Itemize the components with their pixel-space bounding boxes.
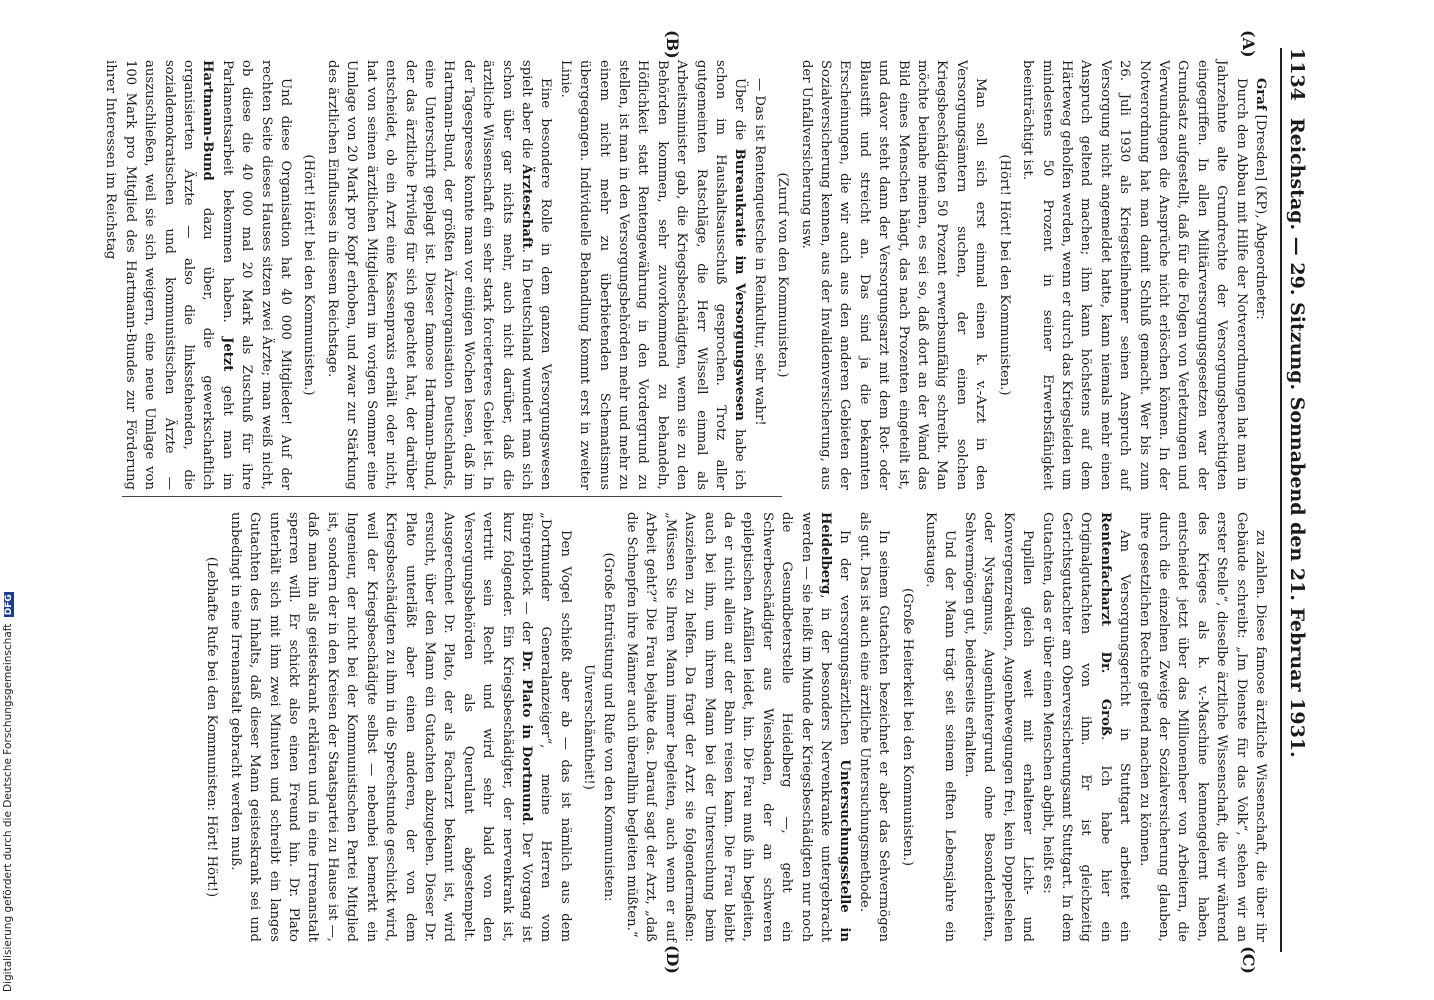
right-paragraph: Pupillen gleich weit mit erhaltener Licht- und Konvergenzreaktion, Augenbewegungen frei, kein Doppelsehen oder Nystagmus, Augenhintergrund ohne Besonderheiten, Sehvermögen gut, beiderseits erhalten. [961,512,1036,942]
right-paragraph: In der versorgungsärztlichen Untersuchungsstelle in Heidelberg, in der besonders Nervenkranke untergebracht werden — sie heißt im Munde der Kriegsbeschädigten nur noch die Gesundbeterstelle Heidelberg —, geht ein Schwerbeschädigter aus Wiesbaden, der an schweren epileptischen Anfällen leidet, hin. Die Frau muß ihn begleiten, da er nicht allein auf der Bahn reisen kann. Die Frau bleibt auch bei ihm, um ihrem Mann bei der Untersuchung beim Ausziehen zu helfen. Da fragt der Arzt sie folgendermaßen: „Müssen Sie Ihren Mann immer begleiten, auch wenn er auf Arbeit geht?“ Die Frau bejahte das. Darauf sagt der Arzt, „daß die Schnepfen ihre Männer auch überallhin begleiten müßten.“ [624,512,853,942]
footer-strip [0,0,14,1000]
margin-marker-a: (A) [1239,30,1258,58]
funding-text: Digitalisierung gefördert durch die Deutsche Forschungsgemeinschaft [2,623,14,992]
right-interjection: (Lebhafte Rufe bei den Kommunisten: Hört! Hört!) [204,556,220,898]
margin-marker-d: (D) [663,944,682,974]
left-paragraph: Durch den Abbau mit Hilfe der Notverordnungen hat man in Jahrzehnte alte Grundrechte der Versorgungsberechtigten eingegriffen. In allen Militärversorgungsgesetzen war der Grundsatz aufgestellt, daß für die Folgen von Verletzungen und Verwundungen die Ansprüche nicht erlöschen können. In der Notverordnung hat man damit Schluß gemacht. Wer bis zum 26. Juli 1930 als Kriegsteilnehmer seinen Anspruch auf Versorgung nicht angemeldet hatte, kann niemals mehr einen Anspruch geltend machen; ihm kann höchstens auf dem Härteweg geholfen werden, wenn er durch das Kriegsleiden um mindestens 50 Prozent in seiner Erwerbsfähigkeit beeinträchtigt ist. [1020,60,1249,490]
margin-marker-b: (B) [663,30,682,59]
right-interjection: (Große Heiterkeit bei den Kommunisten.) [899,587,915,867]
header-rule [1280,48,1282,952]
funding-note [2,592,14,992]
margin-marker-c: (C) [1239,946,1258,974]
left-paragraph: Graf [Dresden] (KP), Abgeordneter: [1253,78,1268,320]
left-paragraph: — Das ist Rentenquetsche in Reinkultur, sehr wahr! [751,78,767,426]
left-paragraph: Eine besondere Rolle in dem ganzen Versorgungswesen spielt aber die Ärzteschaft. In Deutschland wundert man sich schon über gar nichts mehr, auch nicht darüber, daß die ärztliche Wissenschaft ein sehr stark forcierteres Gebiet ist. In der Tagespresse konnte man vor einigen Wochen lesen, daß im Hartmann-Bund, der größten Ärzteorganisation Deutschlands, eine Unterschrift geplagt ist. Dieser famose Hartmann-Bund, der das ärztliche Privileg für sich gepachtet hat, der darüber entscheidet, ob ein Arzt eine Kassenpraxis erhält oder nicht, hat von seinen ärztlichen Mitgliedern im vorigen Sommer eine Umlage von 20 Mark pro Kopf erhoben, und zwar zur Stärkung des ärztlichen Einflusses in diesem Reichstage. [324,60,554,490]
left-column [103,60,1270,491]
column-divider [122,496,782,497]
right-paragraph: zu zahlen. Diese famose ärztliche Wissenschaft, die über ihr Gebäude schreibt: „Im Dienste für das Volk“, stehen wir an erster Stelle“, dieselbe ärztliche Wissenschaft, die wir während des Krieges als k. v.-Maschine kennengelernt haben, entscheidet jetzt über das Millionenheer von Arbeitern, die durch die einzelnen Zweige der Sozialversicherung glauben, ihre gesetzlichen Rechte geltend machen zu können. [1136,512,1268,942]
left-interjection: (Zuruf von den Kommunisten.) [775,172,791,378]
right-paragraph: In seinem Gutachten bezeichnet er aber das Sehvermögen als gut. Das ist auch eine ärztliche Untersuchungsmethode. [856,512,892,942]
right-paragraph: Den Vogel schießt aber ab — das ist nämlich aus dem „Dortmunder Generalanzeiger“, meine Herren vom Bürgerblock — der Dr. Plato in Dortmund. Der Vorgang ist kurz folgender. Ein Kriegsbeschädigter, der nervenkrank ist, vertritt sein Recht und wird sehr bald von den Versorgungsbehörden als Querulant abgestempelt. Ausgerechnet Dr. Plato, der als Facharzt bekannt ist, wird ersucht, über den Mann ein Gutachten abzugeben. Dieser Dr. Plato unterläßt aber einen anderen, der von dem Kriegsbeschädigten zu ihm in die Sprechstunde geschickt wird, weil der Kriegsbeschädigte selbst — nebenbei bemerkt ein Ingenieur, der nicht bei der Kommunistischen Partei Mitglied ist, sondern der in den Kreisen der Staatspartei zu Hause ist —, daß man ihn als geisteskrank erklären und in eine Irrenanstalt sperren will. Er schickt also einen Freund hin. Dr. Plato unterhält sich mit ihm zwei Minuten und schreibt ein langes Gutachten des Inhalts, daß dieser Mann geisteskrank sei und unbedingt in eine Irrenanstalt gebracht werden muß. [227,512,573,943]
right-column [122,512,1270,942]
left-paragraph: Über die Bureaukratie im Versorgungswesen habe ich schon im Haushaltsausschuß gesprochen. Trotz aller gutgemeinten Ratschläge, die Herr Wissell einmal als Arbeitsminister gab, die Kriegsbeschädigten, wenn sie zu den Behörden kommen, sehr zuvorkommend zu behandeln, Höflichkeit statt Rentengewährung in den Vordergrund zu stellen, ist man in den Versorgungsbehörden mehr und mehr zu einem nicht mehr zu überbietenden Schematismus übergegangen. Individuelle Behandlung kommt erst in zweiter Linie. [557,60,748,491]
dfg-logo: DFG [4,594,14,616]
document-page [92,20,1342,980]
right-interjection: (Große Entrüstung und Rufe von den Kommunisten: Unverschämtheit!) [581,552,616,902]
left-paragraph: Man soll sich erst einmal einen k. v.-Arzt in den Versorgungsämtern suchen, der einen solchen Kriegsbeschädigten 50 Prozent erwerbsunfähig schreibt. Man möchte beinahe meinen, es sei so, daß dort an der Wand das Bild eines Menschen hängt, das nach Prozenten eingeteilt ist, und davor steht dann der Versorgungsarzt mit dem Rot- oder Blaustift und streicht an. Das sind ja die bekannten Erscheinungen, die wir auch aus den anderen Gebieten der Sozialversicherung kennen, aus der Invalidenversicherung, aus der Unfallversicherung usw. [798,60,989,490]
left-paragraph: Und diese Organisation hat 40 000 Mitglieder! Auf der rechten Seite dieses Hauses sitzen zwei Ärzte; man weiß nicht, ob diese die 40 000 mal 20 Mark als Zuschuß für ihre Parlamentsarbeit bekommen haben. Jetzt geht man im Hartmann-Bund dazu über, die gewerkschaftlich organisierten Ärzte — also die linksstehenden, die sozialdemokratischen und kommunistischen Ärzte — auszuschließen, weil sie sich weigern, eine neue Umlage von 100 Mark pro Mitglied des Hartmann-Bundes zur Förderung ihrer Interessen im Reichstag [103,60,294,490]
right-paragraph: Am Versorgungsgericht in Stuttgart arbeitet ein Rentenfacharzt Dr. Groß. Ich habe hier ein Originalgutachten von ihm. Er ist gleichzeitig Gerichtsgutachter am Oberversicherungsamt Stuttgart. In dem Gutachten, das er über einen Menschen abgibt, heißt es: [1039,512,1133,943]
left-interjection: (Hört! Hört! bei den Kommunisten.) [301,154,317,396]
left-interjection: (Hört! Hört! bei den Kommunisten.) [996,154,1012,396]
page-number: 1134 [1286,48,1308,101]
page-header [1286,48,1330,952]
page-title: Reichstag. — 29. Sitzung. Sonnabend den 21. Februar 1931. [1286,118,1308,758]
right-paragraph: Und der Mann trägt seit seinem elften Lebensjahre ein Kunstauge. [923,512,958,942]
